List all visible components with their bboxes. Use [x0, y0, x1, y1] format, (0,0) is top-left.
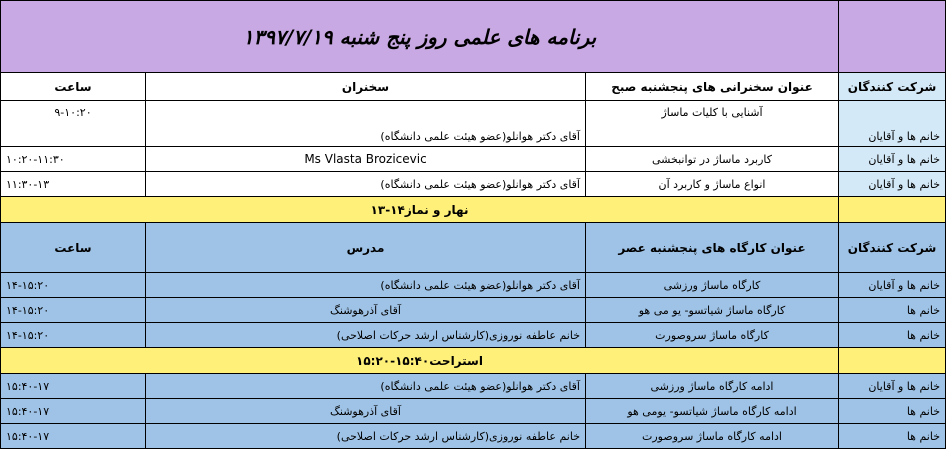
- instructor-cell: آقای آذرهوشنگ: [146, 298, 586, 323]
- speaker-cell: آقای دکتر هوانلو(عضو هیئت علمی دانشگاه): [146, 101, 586, 147]
- participants-header: شرکت کنندگان: [839, 223, 946, 273]
- participants-cell: خانم ها و آقایان: [839, 101, 946, 147]
- speaker-header: سخنران: [146, 73, 586, 101]
- table-row: [1, 374, 946, 399]
- title-row: [1, 1, 946, 73]
- topic-cell: کاربرد ماساژ در توانبخشی: [586, 147, 839, 172]
- topic-cell: انواع ماساژ و کاربرد آن: [586, 172, 839, 197]
- participants-cell: خانم ها و آقایان: [839, 147, 946, 172]
- morning-header-row: [1, 73, 946, 101]
- table-row: [1, 399, 946, 424]
- participants-cell: خانم ها و آقایان: [839, 273, 946, 298]
- time-header: ساعت: [1, 223, 146, 273]
- time-cell: ۱۵:۴۰-۱۷: [1, 399, 146, 424]
- time-cell: ۱۰:۲۰-۱۱:۳۰: [1, 147, 146, 172]
- time-cell: ۱۵:۴۰-۱۷: [1, 374, 146, 399]
- participants-header: شرکت کنندگان: [839, 73, 946, 101]
- topic-cell: کارگاه ماساژ شیاتسو- یو می هو: [586, 298, 839, 323]
- topic-header: عنوان سخنرانی های پنجشنبه صبح: [586, 73, 839, 101]
- time-header: ساعت: [1, 73, 146, 101]
- participants-cell: خانم ها: [839, 298, 946, 323]
- table-row: [1, 323, 946, 348]
- instructor-cell: آقای دکتر هوانلو(عضو هیئت علمی دانشگاه): [146, 374, 586, 399]
- time-cell: ۱۵:۴۰-۱۷: [1, 424, 146, 449]
- topic-cell: آشنایی با کلیات ماساژ: [586, 101, 839, 147]
- topic-cell: ادامه کارگاه ماساژ ورزشی: [586, 374, 839, 399]
- speaker-cell: آقای دکتر هوانلو(عضو هیئت علمی دانشگاه): [146, 172, 586, 197]
- table-row: [1, 172, 946, 197]
- participants-cell: خانم ها و آقایان: [839, 172, 946, 197]
- table-row: [1, 273, 946, 298]
- topic-cell: ادامه کارگاه ماساژ سروصورت: [586, 424, 839, 449]
- afternoon-header-row: [1, 223, 946, 273]
- time-cell: ۱۴-۱۵:۲۰: [1, 273, 146, 298]
- participants-cell: خانم ها و آقایان: [839, 374, 946, 399]
- topic-cell: کارگاه ماساژ سروصورت: [586, 323, 839, 348]
- lunch-label: نهار و نماز۱۴-۱۳: [1, 197, 839, 223]
- instructor-cell: آقای آذرهوشنگ: [146, 399, 586, 424]
- lunch-row: [1, 197, 946, 223]
- topic-cell: کارگاه ماساژ ورزشی: [586, 273, 839, 298]
- table-row: [1, 298, 946, 323]
- break-label: استراحت۱۵:۴۰-۱۵:۲۰: [1, 348, 839, 374]
- participants-cell: خانم ها: [839, 424, 946, 449]
- speaker-cell: Ms Vlasta Brozicevic: [146, 147, 586, 172]
- participants-cell: خانم ها: [839, 323, 946, 348]
- topic-cell: ادامه کارگاه ماساژ شیاتسو- یومی هو: [586, 399, 839, 424]
- instructor-cell: خانم عاطفه نوروزی(کارشناس ارشد حرکات اصلاحی): [146, 424, 586, 449]
- topic-header: عنوان کارگاه های پنجشنبه عصر: [586, 223, 839, 273]
- instructor-header: مدرس: [146, 223, 586, 273]
- time-cell: ۱۴-۱۵:۲۰: [1, 323, 146, 348]
- page-title: برنامه های علمی روز پنج شنبه ۱۳۹۷/۷/۱۹: [1, 1, 839, 73]
- instructor-cell: آقای دکتر هوانلو(عضو هیئت علمی دانشگاه): [146, 273, 586, 298]
- time-cell: ۱۱:۳۰-۱۳: [1, 172, 146, 197]
- participants-cell: خانم ها: [839, 399, 946, 424]
- table-row: [1, 147, 946, 172]
- table-row: [1, 101, 946, 147]
- break-row: [1, 348, 946, 374]
- time-cell: ۹-۱۰:۲۰: [1, 101, 146, 147]
- table-row: [1, 424, 946, 449]
- time-cell: ۱۴-۱۵:۲۰: [1, 298, 146, 323]
- instructor-cell: خانم عاطفه نوروزی(کارشناس ارشد حرکات اصلاحی): [146, 323, 586, 348]
